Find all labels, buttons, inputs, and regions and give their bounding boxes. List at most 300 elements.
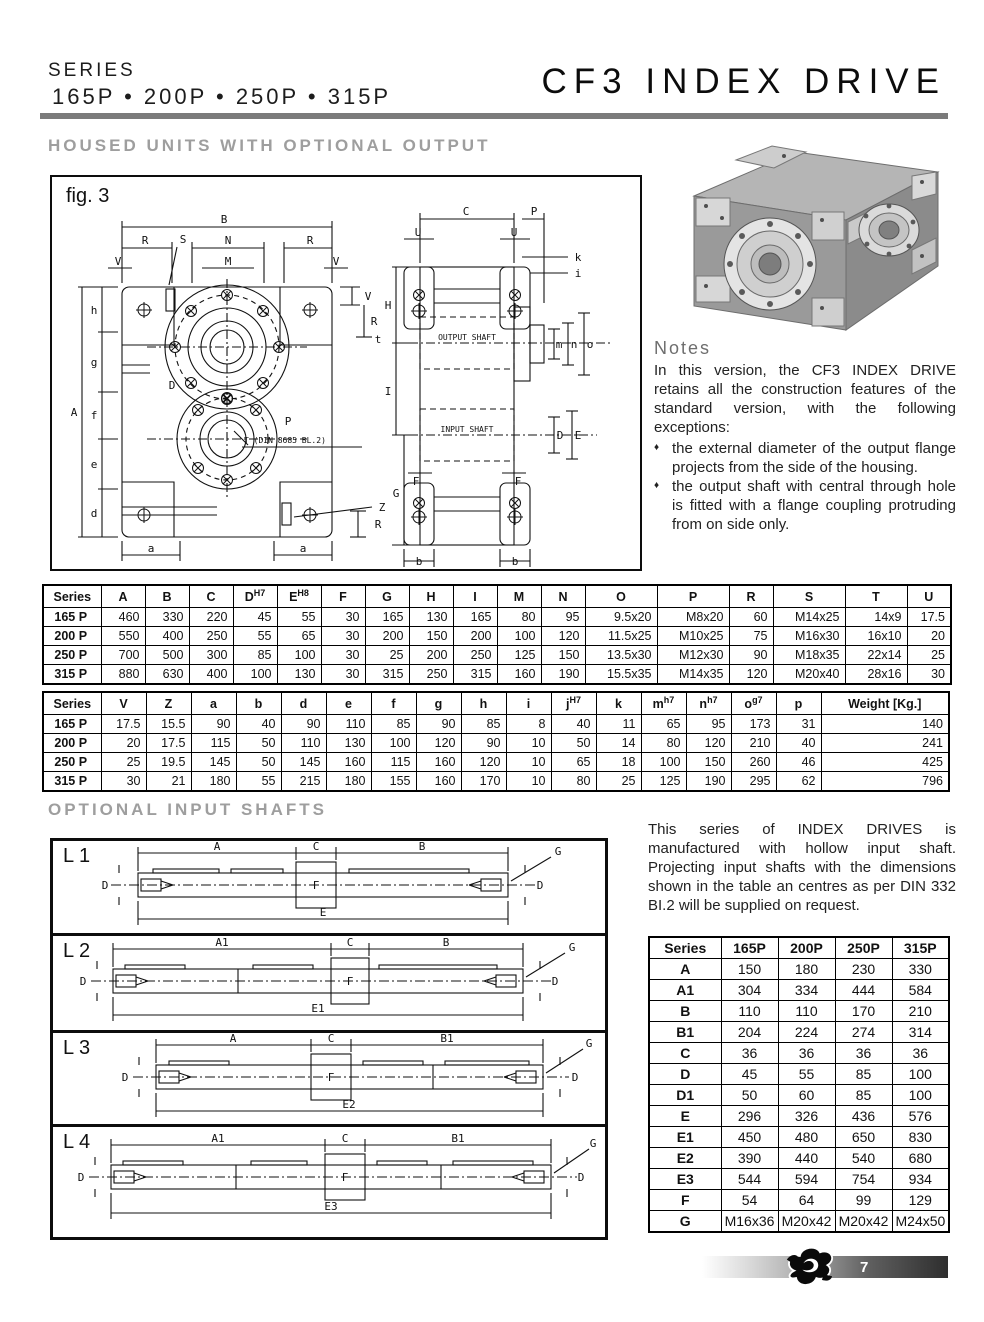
table-cell: 100 xyxy=(277,646,321,665)
column-header: G xyxy=(365,585,409,608)
table-cell: 50 xyxy=(551,734,596,753)
table-cell: 62 xyxy=(776,772,821,792)
row-header: B1 xyxy=(649,1022,721,1043)
dim-label: e xyxy=(90,458,98,471)
table-cell: 15.5x35 xyxy=(585,665,657,685)
table-cell: M18x35 xyxy=(773,646,845,665)
table-cell: 165 xyxy=(453,608,497,627)
table-cell: 60 xyxy=(729,608,773,627)
table-cell: 14 xyxy=(596,734,641,753)
shaft-label: L 1 xyxy=(63,845,91,867)
table-cell: 150 xyxy=(721,959,778,980)
column-header: $j^{H7}$ xyxy=(551,692,596,715)
table-cell: 54 xyxy=(721,1190,778,1211)
row-header: E3 xyxy=(649,1169,721,1190)
table-cell: 500 xyxy=(145,646,189,665)
column-header: $m^{h7}$ xyxy=(641,692,686,715)
dim-label: b xyxy=(415,555,423,568)
dim-label: G xyxy=(589,1137,597,1150)
table-cell: M14x35 xyxy=(657,665,729,685)
shaft-drawing-l1 xyxy=(53,841,599,931)
column-header: V xyxy=(101,692,146,715)
dim-label: D xyxy=(577,1171,585,1184)
column-header: Weight [Kg.] xyxy=(821,692,949,715)
table-cell: 22x14 xyxy=(845,646,907,665)
table-cell: 40 xyxy=(236,715,281,734)
dim-label: D xyxy=(121,1071,129,1084)
dim-label: D xyxy=(79,975,87,988)
table-cell: 155 xyxy=(371,772,416,792)
table-cell: 120 xyxy=(686,734,731,753)
table-cell: 160 xyxy=(326,753,371,772)
column-header: k xyxy=(596,692,641,715)
table-cell: 210 xyxy=(892,1001,949,1022)
table-cell: 224 xyxy=(778,1022,835,1043)
column-header: I xyxy=(453,585,497,608)
notes-bullet-text: the output shaft with central through hole is fitted with a flange coupling protruding from on side only. xyxy=(672,478,956,534)
table-cell: 120 xyxy=(729,665,773,685)
table-cell: 250 xyxy=(409,665,453,685)
table-cell: 115 xyxy=(371,753,416,772)
table-cell: 99 xyxy=(835,1190,892,1211)
table-cell: M16x30 xyxy=(773,627,845,646)
dim-label: M xyxy=(224,255,232,268)
fig3-front-view xyxy=(78,221,372,561)
table-cell: 40 xyxy=(551,715,596,734)
dim-label: C xyxy=(462,205,470,218)
dim-label: P xyxy=(530,205,538,218)
dim-label: F xyxy=(327,1071,335,1084)
table-cell: 250 xyxy=(453,646,497,665)
table-cell: 130 xyxy=(326,734,371,753)
table-cell: 450 xyxy=(721,1127,778,1148)
dim-label: D xyxy=(551,975,559,988)
table-cell: 100 xyxy=(892,1085,949,1106)
page-number: 7 xyxy=(860,1259,869,1276)
table-cell: 120 xyxy=(541,627,585,646)
row-header: G xyxy=(649,1211,721,1233)
table-row xyxy=(43,665,951,685)
table-cell: 20 xyxy=(907,627,951,646)
column-header: $D^{H7}$ xyxy=(233,585,277,608)
table-cell: 17.5 xyxy=(146,734,191,753)
row-header: E1 xyxy=(649,1127,721,1148)
shaft-row-l3 xyxy=(53,1033,605,1127)
dim-label: B xyxy=(442,936,450,949)
fig3-technical-drawing xyxy=(52,177,640,569)
table-cell: 180 xyxy=(191,772,236,792)
dim-label: D xyxy=(168,379,176,392)
table-cell: 230 xyxy=(835,959,892,980)
table-row xyxy=(43,608,951,627)
table-cell: 80 xyxy=(497,608,541,627)
table-cell: 60 xyxy=(778,1085,835,1106)
table-cell: 9.5x20 xyxy=(585,608,657,627)
column-header: N xyxy=(541,585,585,608)
table-cell: 90 xyxy=(281,715,326,734)
table-cell: 100 xyxy=(233,665,277,685)
table-row xyxy=(649,1022,949,1043)
table-cell: 934 xyxy=(892,1169,949,1190)
row-header: D xyxy=(649,1064,721,1085)
table-row xyxy=(43,753,949,772)
table-cell: 630 xyxy=(145,665,189,685)
column-header: Z xyxy=(146,692,191,715)
dim-label: G xyxy=(568,941,576,954)
table-cell: 85 xyxy=(835,1085,892,1106)
table-cell: 436 xyxy=(835,1106,892,1127)
table-cell: 330 xyxy=(145,608,189,627)
table-cell: 19.5 xyxy=(146,753,191,772)
table-cell: 330 xyxy=(892,959,949,980)
dim-label: E2 xyxy=(342,1098,356,1111)
table-cell: 480 xyxy=(778,1127,835,1148)
table-cell: 85 xyxy=(233,646,277,665)
row-header: D1 xyxy=(649,1085,721,1106)
table-cell: 18 xyxy=(596,753,641,772)
input-shaft-label: INPUT SHAFT xyxy=(440,425,494,434)
shaft-drawing-l2 xyxy=(53,936,599,1028)
column-header: e xyxy=(326,692,371,715)
table-cell: 295 xyxy=(731,772,776,792)
dim-label: N xyxy=(224,234,232,247)
table-cell: 80 xyxy=(551,772,596,792)
table-cell: 241 xyxy=(821,734,949,753)
notes-list xyxy=(654,439,956,534)
table-cell: 25 xyxy=(101,753,146,772)
dim-label: E1 xyxy=(311,1002,325,1015)
dim-label: A xyxy=(213,841,221,853)
table-cell: 31 xyxy=(776,715,821,734)
dim-label: U xyxy=(414,226,422,239)
table-cell: 30 xyxy=(907,665,951,685)
dim-label: B1 xyxy=(451,1132,465,1145)
dim-label: G xyxy=(585,1037,593,1050)
table-row xyxy=(649,1127,949,1148)
table-cell: M14x25 xyxy=(773,608,845,627)
table-cell: 110 xyxy=(778,1001,835,1022)
bullet-diamond-icon: ♦ xyxy=(654,480,660,492)
column-header: Series xyxy=(43,692,101,715)
table-cell: 170 xyxy=(461,772,506,792)
table-cell: 30 xyxy=(101,772,146,792)
column-header: Series xyxy=(43,585,101,608)
column-header: C xyxy=(189,585,233,608)
table-cell: 110 xyxy=(281,734,326,753)
table-row xyxy=(649,959,949,980)
table-cell: 17.5 xyxy=(907,608,951,627)
dim-label: g xyxy=(90,356,98,369)
table-cell: 95 xyxy=(541,608,585,627)
table-cell: 85 xyxy=(371,715,416,734)
table-cell: 125 xyxy=(497,646,541,665)
table-row xyxy=(649,1148,949,1169)
table-cell: 55 xyxy=(233,627,277,646)
dim-label: E xyxy=(574,429,582,442)
table-cell: 130 xyxy=(409,608,453,627)
fig3-drawing-box xyxy=(50,175,642,571)
table-cell: 100 xyxy=(371,734,416,753)
table-cell: 550 xyxy=(101,627,145,646)
table-cell: 13.5x30 xyxy=(585,646,657,665)
column-header: F xyxy=(321,585,365,608)
table-cell: 190 xyxy=(686,772,731,792)
dim-label: n xyxy=(570,338,578,351)
table-cell: 90 xyxy=(191,715,236,734)
product-photo xyxy=(676,138,954,336)
table-cell: 45 xyxy=(721,1064,778,1085)
table-row xyxy=(649,1085,949,1106)
table-cell: 50 xyxy=(721,1085,778,1106)
table-cell: 90 xyxy=(416,715,461,734)
table-cell: 315 xyxy=(453,665,497,685)
dim-label: C xyxy=(346,936,354,949)
row-header: 200 P xyxy=(43,734,101,753)
dim-label: E3 xyxy=(324,1200,338,1213)
column-header: p xyxy=(776,692,821,715)
row-header: C xyxy=(649,1043,721,1064)
dim-label: C xyxy=(327,1033,335,1045)
table-cell: M20x40 xyxy=(773,665,845,685)
table-cell: M20x42 xyxy=(778,1211,835,1233)
column-header: 165P xyxy=(721,937,778,959)
table-cell: M12x30 xyxy=(657,646,729,665)
dimension-table-1 xyxy=(42,584,952,685)
shaft-row-l1 xyxy=(53,841,605,936)
footer-bar xyxy=(702,1256,948,1278)
column-header: H xyxy=(409,585,453,608)
row-header: 250 P xyxy=(43,753,101,772)
output-shaft-label: OUTPUT SHAFT xyxy=(438,333,496,342)
row-header: 165 P xyxy=(43,608,101,627)
shaft-drawing-l3 xyxy=(53,1033,599,1122)
din-note: T (DIN 8685 BL.2) xyxy=(244,436,326,445)
dim-label: R xyxy=(141,234,149,247)
table-cell: 46 xyxy=(776,753,821,772)
table-cell: 110 xyxy=(326,715,371,734)
dim-label: H xyxy=(384,299,392,312)
table-row xyxy=(43,627,951,646)
table-cell: 11 xyxy=(596,715,641,734)
dim-label: F xyxy=(514,475,522,488)
table-cell: 120 xyxy=(416,734,461,753)
table-cell: 425 xyxy=(821,753,949,772)
dim-label: C xyxy=(341,1132,349,1145)
series-values: 165P • 200P • 250P • 315P xyxy=(52,84,392,109)
row-header: 315 P xyxy=(43,665,101,685)
table-row xyxy=(649,1169,949,1190)
table-cell: 55 xyxy=(236,772,281,792)
page-title: CF3 INDEX DRIVE xyxy=(541,62,946,101)
table-cell: 540 xyxy=(835,1148,892,1169)
table-cell: 45 xyxy=(233,608,277,627)
dim-label: S xyxy=(179,233,187,246)
table-cell: 215 xyxy=(281,772,326,792)
table-cell: 10 xyxy=(506,772,551,792)
notes-block xyxy=(654,338,956,534)
table-cell: 145 xyxy=(281,753,326,772)
column-header: a xyxy=(191,692,236,715)
table-row xyxy=(649,1064,949,1085)
dim-label: A1 xyxy=(215,936,229,949)
dim-label: G xyxy=(392,487,400,500)
table-cell: 220 xyxy=(189,608,233,627)
table-cell: 160 xyxy=(416,772,461,792)
dim-label: a xyxy=(299,542,307,555)
input-shaft-drawings-box xyxy=(50,838,608,1240)
table-row xyxy=(43,734,949,753)
table-cell: 85 xyxy=(461,715,506,734)
table-cell: 55 xyxy=(277,608,321,627)
table-cell: 10 xyxy=(506,753,551,772)
table-cell: 315 xyxy=(365,665,409,685)
section-heading-optional-input-shafts: OPTIONAL INPUT SHAFTS xyxy=(48,800,327,819)
dim-label: A xyxy=(229,1033,237,1045)
table-cell: 210 xyxy=(731,734,776,753)
fig3-side-labels xyxy=(385,205,594,568)
table-cell: 160 xyxy=(416,753,461,772)
table-row xyxy=(43,646,951,665)
table-cell: 300 xyxy=(189,646,233,665)
table-header-row xyxy=(43,585,951,608)
table-cell: 100 xyxy=(497,627,541,646)
dim-label: D xyxy=(536,879,544,892)
dim-label: P xyxy=(284,415,292,428)
table-cell: 680 xyxy=(892,1148,949,1169)
table-cell: 14x9 xyxy=(845,608,907,627)
fig3-front-labels xyxy=(71,213,386,555)
table-cell: 36 xyxy=(721,1043,778,1064)
dim-label: V xyxy=(332,255,340,268)
table-cell: 36 xyxy=(892,1043,949,1064)
table-cell: 15.5 xyxy=(146,715,191,734)
table-cell: 36 xyxy=(778,1043,835,1064)
table-cell: 85 xyxy=(835,1064,892,1085)
column-header: d xyxy=(281,692,326,715)
dim-label: a xyxy=(147,542,155,555)
table-cell: M10x25 xyxy=(657,627,729,646)
column-header: $o^{g7}$ xyxy=(731,692,776,715)
table-cell: 594 xyxy=(778,1169,835,1190)
column-header: S xyxy=(773,585,845,608)
table-cell: 460 xyxy=(101,608,145,627)
table-row xyxy=(649,1043,949,1064)
table-cell: 30 xyxy=(321,646,365,665)
row-header: A1 xyxy=(649,980,721,1001)
table-cell: 25 xyxy=(907,646,951,665)
table-cell: 125 xyxy=(641,772,686,792)
table-cell: 326 xyxy=(778,1106,835,1127)
table-cell: 400 xyxy=(189,665,233,685)
table-cell: 160 xyxy=(497,665,541,685)
dim-label: G xyxy=(554,845,562,858)
row-header: 200 P xyxy=(43,627,101,646)
table-cell: 100 xyxy=(641,753,686,772)
table-cell: M16x36 xyxy=(721,1211,778,1233)
brand-logo-icon xyxy=(780,1243,838,1291)
column-header: P xyxy=(657,585,729,608)
fig3-caption: fig. 3 xyxy=(66,185,110,207)
table-cell: 30 xyxy=(321,608,365,627)
dim-label: F xyxy=(346,975,354,988)
series-label: SERIES xyxy=(48,60,136,81)
shaft-row-l2 xyxy=(53,936,605,1033)
row-header: 250 P xyxy=(43,646,101,665)
column-header: g xyxy=(416,692,461,715)
table-cell: 115 xyxy=(191,734,236,753)
table-cell: 65 xyxy=(641,715,686,734)
table-cell: 180 xyxy=(778,959,835,980)
table-cell: 28x16 xyxy=(845,665,907,685)
column-header: A xyxy=(101,585,145,608)
table-row xyxy=(43,772,949,792)
table-cell: 30 xyxy=(321,627,365,646)
row-header: 315 P xyxy=(43,772,101,792)
dim-label: B xyxy=(418,841,426,853)
table-cell: 880 xyxy=(101,665,145,685)
table-row xyxy=(649,980,949,1001)
row-header: B xyxy=(649,1001,721,1022)
dim-label: F xyxy=(341,1171,349,1184)
header-rule xyxy=(40,113,948,119)
dim-label: D xyxy=(101,879,109,892)
table-cell: 650 xyxy=(835,1127,892,1148)
table-cell: 130 xyxy=(277,665,321,685)
table-cell: 200 xyxy=(409,646,453,665)
table-cell: 50 xyxy=(236,734,281,753)
table-cell: 150 xyxy=(541,646,585,665)
dim-label: D xyxy=(556,429,564,442)
table-cell: 40 xyxy=(776,734,821,753)
table-cell: 11.5x25 xyxy=(585,627,657,646)
table-row xyxy=(649,1211,949,1233)
table-cell: 296 xyxy=(721,1106,778,1127)
table-header-row xyxy=(43,692,949,715)
row-header: 165 P xyxy=(43,715,101,734)
table-cell: 830 xyxy=(892,1127,949,1148)
column-header: 250P xyxy=(835,937,892,959)
table-cell: 754 xyxy=(835,1169,892,1190)
table-cell: 165 xyxy=(365,608,409,627)
row-header: F xyxy=(649,1190,721,1211)
column-header: h xyxy=(461,692,506,715)
table-cell: 16x10 xyxy=(845,627,907,646)
table-cell: M20x42 xyxy=(835,1211,892,1233)
column-header: Series xyxy=(649,937,721,959)
dim-label: o xyxy=(586,338,594,351)
dim-label: Z xyxy=(378,501,386,514)
shaft-label: L 3 xyxy=(63,1037,91,1059)
table-cell: 145 xyxy=(191,753,236,772)
dim-label: B xyxy=(220,213,228,226)
row-header: E2 xyxy=(649,1148,721,1169)
input-shafts-intro-text: This series of INDEX DRIVES is manufactured with hollow input shaft. Projecting input shafts with the dimensions shown in the table an centres as per DIN 332 BI.2 will be supplied on request. xyxy=(648,821,956,915)
table-cell: 120 xyxy=(461,753,506,772)
table-cell: 129 xyxy=(892,1190,949,1211)
shaft-label: L 2 xyxy=(63,940,91,962)
table-cell: 200 xyxy=(365,627,409,646)
column-header: M xyxy=(497,585,541,608)
notes-bullet-item xyxy=(654,439,956,477)
table-cell: 110 xyxy=(721,1001,778,1022)
column-header: R xyxy=(729,585,773,608)
table-row xyxy=(649,1106,949,1127)
column-header: B xyxy=(145,585,189,608)
table-cell: 274 xyxy=(835,1022,892,1043)
dim-label: E xyxy=(319,906,327,919)
table-cell: 390 xyxy=(721,1148,778,1169)
table-cell: 334 xyxy=(778,980,835,1001)
